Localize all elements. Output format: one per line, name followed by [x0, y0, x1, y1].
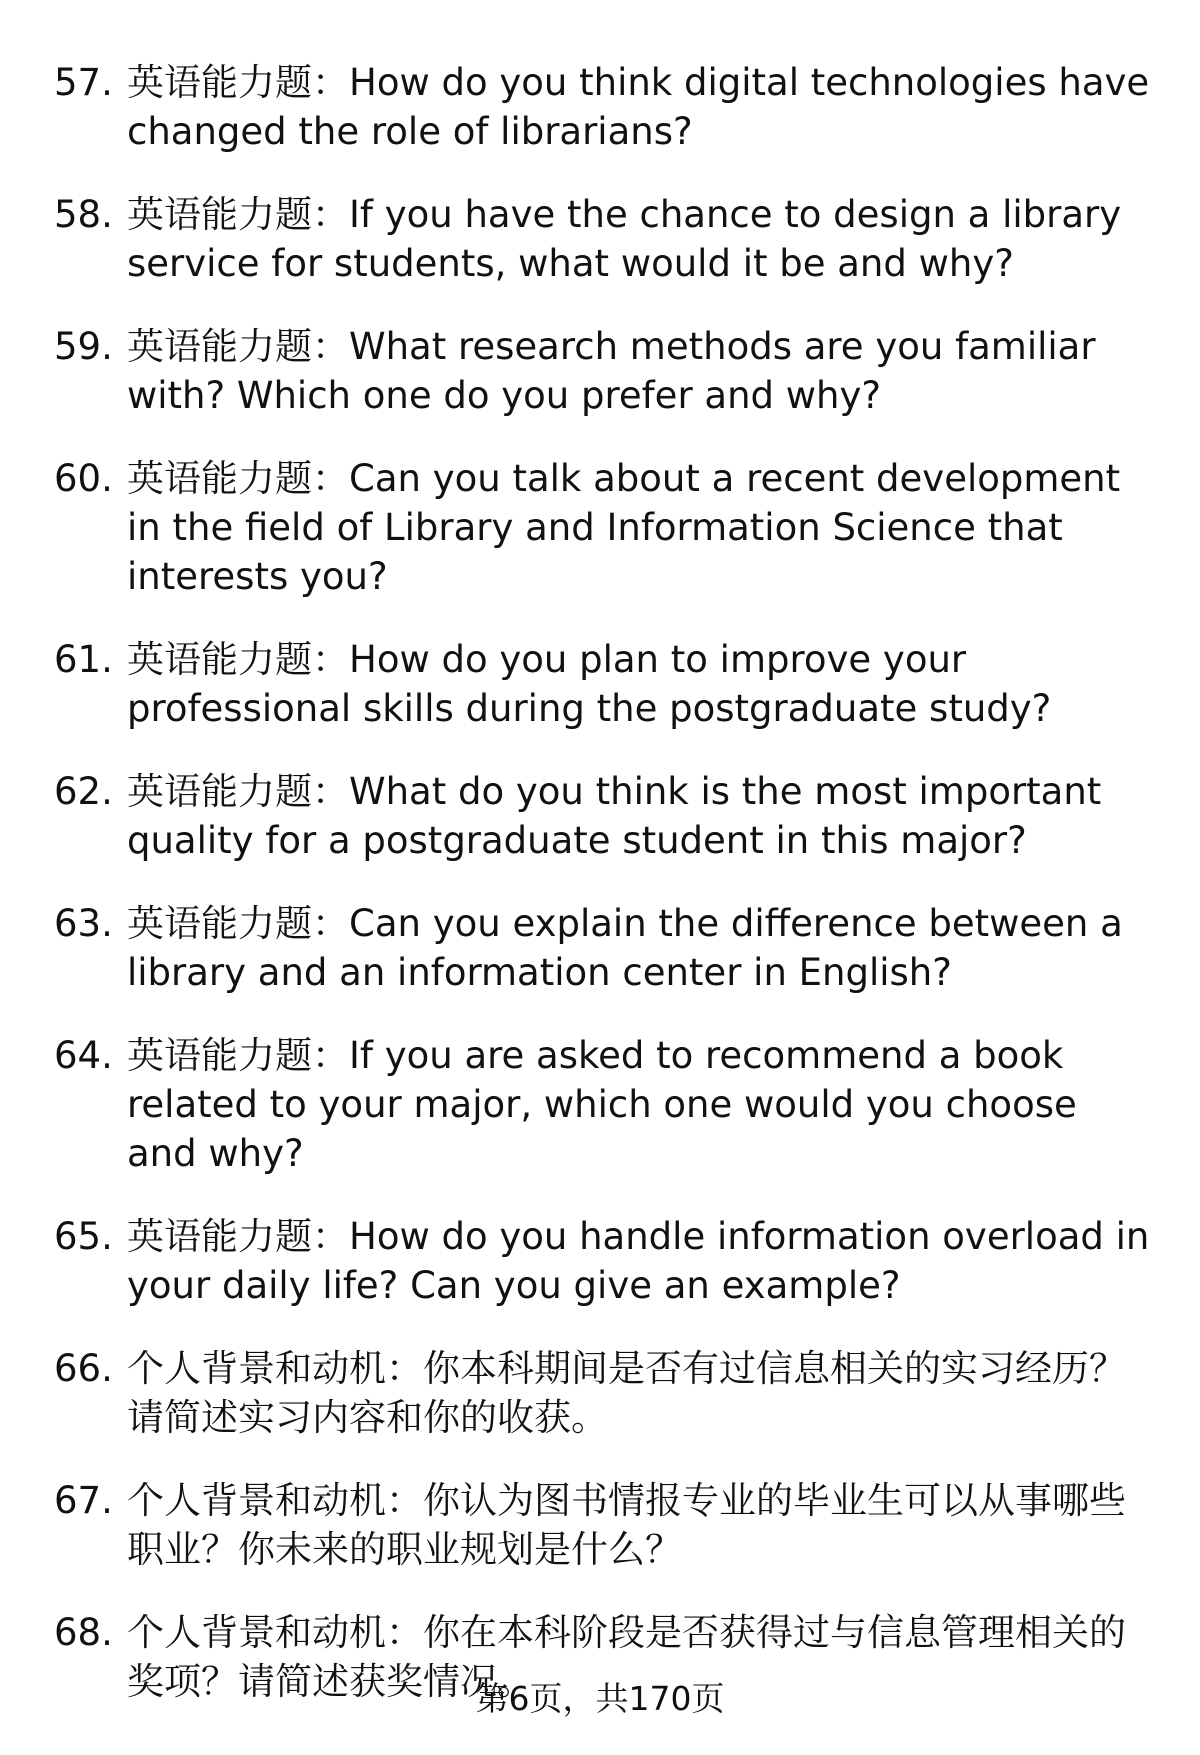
- question-text: 个人背景和动机：你认为图书情报专业的毕业生可以从事哪些职业？你未来的职业规划是什么？: [127, 1479, 1126, 1571]
- question-number: 63.: [54, 902, 113, 945]
- question-text: 个人背景和动机：你在本科阶段是否获得过与信息管理相关的奖项？请简述获奖情况。: [127, 1611, 1126, 1703]
- question-item: [0, 1344, 1200, 1442]
- question-item: [0, 58, 1200, 156]
- question-item: [0, 767, 1200, 865]
- question-text: 英语能力题：If you have the chance to design a library service for students, what would it be and why?: [127, 193, 1122, 285]
- question-item: [0, 322, 1200, 420]
- question-number: 68.: [54, 1611, 113, 1654]
- question-text: 英语能力题：How do you plan to improve your professional skills during the postgraduate study?: [127, 638, 1052, 730]
- question-item: [0, 190, 1200, 288]
- question-text: 个人背景和动机：你本科期间是否有过信息相关的实习经历？请简述实习内容和你的收获。: [127, 1347, 1126, 1439]
- question-item: [0, 1476, 1200, 1574]
- question-item: [0, 454, 1200, 601]
- question-number: 67.: [54, 1479, 113, 1522]
- question-number: 60.: [54, 457, 113, 500]
- question-text: 英语能力题：Can you explain the difference between a library and an information center in English?: [127, 902, 1123, 994]
- question-text: 英语能力题：What do you think is the most important quality for a postgraduate student in this major?: [127, 770, 1102, 862]
- question-number: 61.: [54, 638, 113, 681]
- page-number-footer: 第6页，共170页: [475, 1679, 725, 1718]
- question-number: 58.: [54, 193, 113, 236]
- question-text: 英语能力题：Can you talk about a recent development in the field of Library and Information Science that interests you?: [127, 457, 1121, 598]
- question-item: [0, 899, 1200, 997]
- question-list: [0, 58, 1200, 1740]
- question-item: [0, 635, 1200, 733]
- question-item: [0, 1031, 1200, 1178]
- question-number: 64.: [54, 1034, 113, 1077]
- question-number: 66.: [54, 1347, 113, 1390]
- question-number: 65.: [54, 1215, 113, 1258]
- question-text: 英语能力题：How do you handle information overload in your daily life? Can you give an example?: [127, 1215, 1150, 1307]
- question-item: [0, 1212, 1200, 1310]
- question-text: 英语能力题：How do you think digital technologies have changed the role of librarians?: [127, 61, 1150, 153]
- question-text: 英语能力题：If you are asked to recommend a book related to your major, which one would you choose and why?: [127, 1034, 1077, 1175]
- question-number: 57.: [54, 61, 113, 104]
- question-number: 59.: [54, 325, 113, 368]
- question-number: 62.: [54, 770, 113, 813]
- question-text: 英语能力题：What research methods are you familiar with? Which one do you prefer and why?: [127, 325, 1096, 417]
